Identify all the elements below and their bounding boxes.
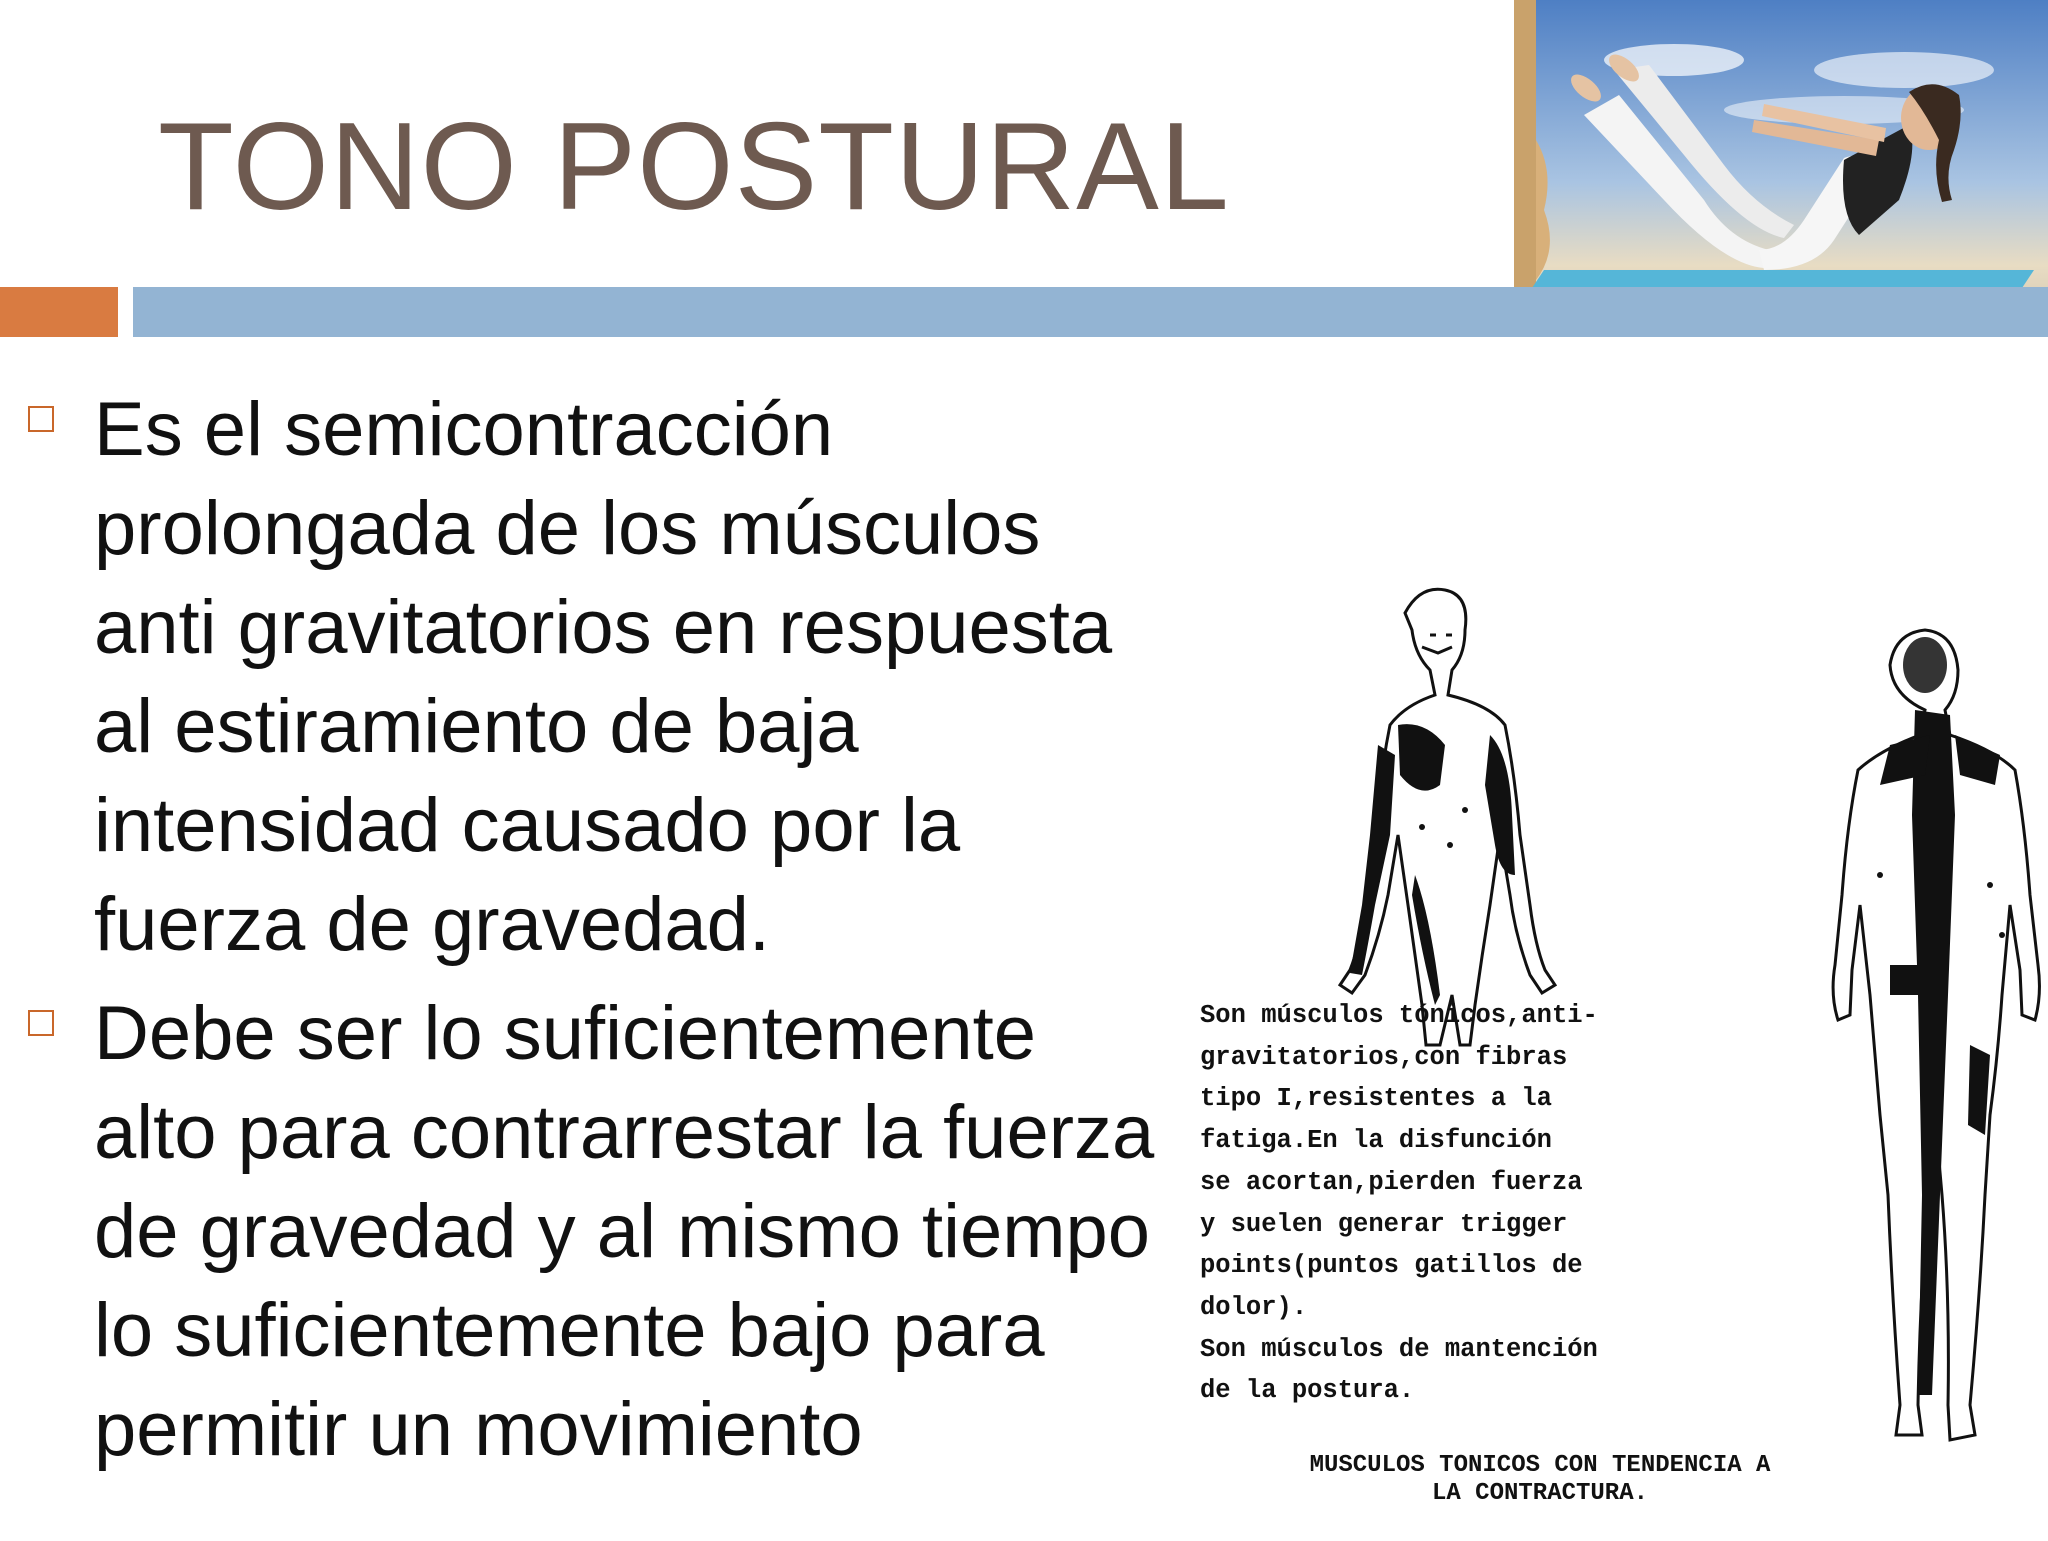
hollow-square-icon [28,1010,54,1036]
figure-caption: Son músculos tónicos,anti- gravitatorios,con fibras tipo I,resistentes a la fatiga.En la disfunción se acortan,pierden fuerza y suelen generar trigger points(puntos gatillos de dolor). Son músculos de mantención de la postura. [1200,1001,1598,1406]
bullet-list [0,380,1160,1489]
accent-bar-blue [133,287,2048,337]
pilates-photo [1514,0,2048,332]
front-muscles [1350,724,1515,1005]
accent-bar-orange [0,287,118,337]
hollow-square-icon [28,406,54,432]
back-muscles [1877,637,2005,1395]
bullet-text: Es el semicontracción prolongada de los músculos anti gravitatorios en respuesta al estiramiento de baja intensidad causado por la fuerza de gravedad. [94,387,1113,967]
bullet-text: Debe ser lo suficientemente alto para contrarrestar la fuerza de gravedad y al mismo tiempo lo suficientemente bajo para permitir un movimiento [94,991,1155,1472]
list-item [0,380,1160,974]
figure-label: MUSCULOS TONICOS CON TENDENCIA A LA CONTRACTURA. [1309,1452,1771,1507]
pilates-illustration [1514,0,2048,332]
list-item [0,984,1160,1479]
slide-title: TONO POSTURAL [158,98,1230,236]
